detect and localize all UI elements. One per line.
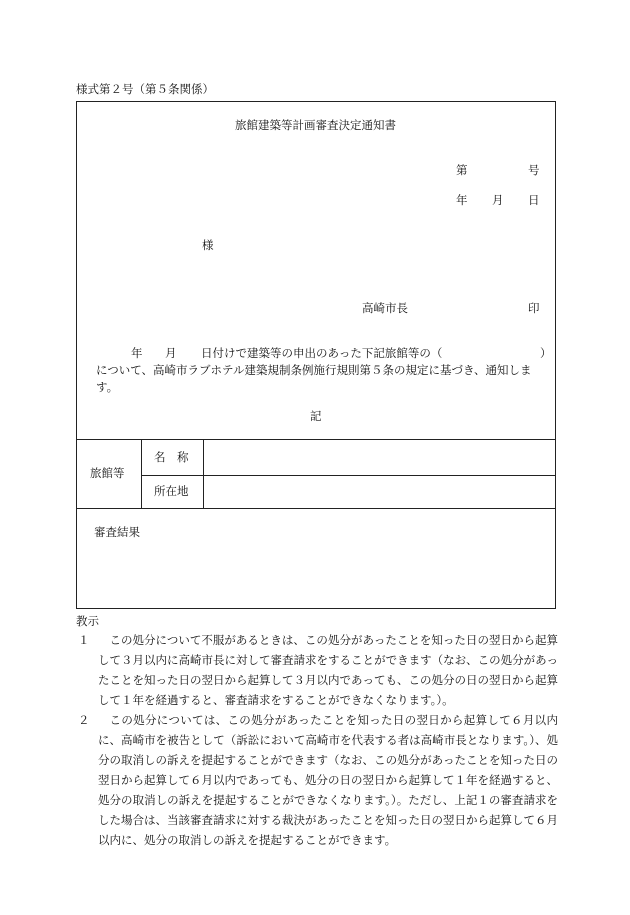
table-group-label: 旅館等 — [90, 466, 125, 480]
table-label-divider — [203, 439, 204, 508]
seal-mark: 印 — [528, 301, 540, 315]
number-prefix: 第 — [456, 163, 468, 177]
note-number: ２ — [78, 713, 90, 727]
form-label: 様式第２号（第５条関係） — [76, 82, 214, 96]
note-number: １ — [78, 633, 90, 647]
note-item — [76, 630, 558, 710]
table-name-label: 名 称 — [154, 450, 189, 464]
table-top-rule — [76, 439, 556, 440]
body-line3: す。 — [96, 380, 119, 394]
document-title: 旅館建築等計画審査決定通知書 — [235, 118, 396, 132]
date-year: 年 — [456, 193, 468, 207]
notes-heading: 教示 — [76, 614, 99, 628]
note-text: この処分について不服があるときは、この処分があったことを知った日の翌日から起算して３月以内に高崎市長に対して審査請求をすることができます（なお、この処分があったことを知った日の翌日から起算して３月以内であっても、この処分の日の翌日から起算して１年を経過すると、審査請求をすることができなくなります。）。 — [98, 633, 558, 707]
notes-section — [76, 612, 558, 850]
body-month: 月 — [165, 346, 177, 360]
number-suffix: 号 — [528, 163, 540, 177]
date-month: 月 — [492, 193, 504, 207]
review-result-label: 審査結果 — [94, 525, 140, 539]
addressee-suffix: 様 — [202, 238, 214, 252]
ki-label: 記 — [310, 409, 322, 423]
body-year: 年 — [131, 346, 143, 360]
table-location-label: 所在地 — [154, 484, 189, 498]
note-text: この処分については、この処分があったことを知った日の翌日から起算して６月以内に、高崎市を被告として（訴訟において高崎市を代表する者は高崎市長となります。）、処分の取消しの訴えを提起することができます（なお、この処分があったことを知った日の翌日から起算して６月以内であっても、処分の日の翌日から起算して１年を経過すると、処分の取消しの訴えを提起することができなくなります。）。ただし、上記１の審査請求をした場合は、当該審査請求に対する裁決があったことを知った日の翌日から起算して６月以内に、処分の取消しの訴えを提起することができます。 — [98, 713, 558, 847]
body-line1-rest: 日付けで建築等の申出のあった下記旅館等の（ — [201, 346, 443, 360]
note-item — [76, 710, 558, 850]
issuer-name: 高崎市長 — [362, 301, 408, 315]
date-day: 日 — [528, 193, 540, 207]
table-bottom-rule — [76, 508, 556, 509]
body-close-paren: ） — [540, 346, 552, 360]
table-group-divider — [141, 439, 142, 508]
body-line2: について、高崎市ラブホテル建築規制条例施行規則第５条の規定に基づき、通知しま — [96, 363, 532, 377]
